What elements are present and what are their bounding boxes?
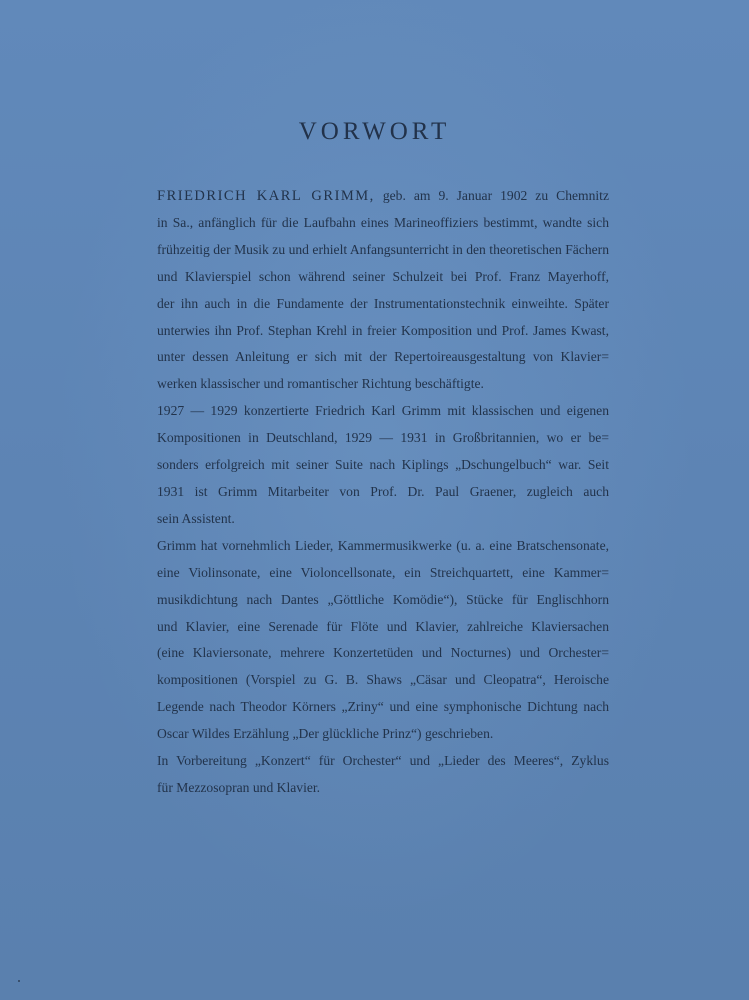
text-line: frühzeitig der Musik zu und erhielt Anfangsunterricht in den theoretischen Fächern (157, 241, 609, 257)
page-title: VORWORT (298, 118, 451, 145)
text-line: in Sa., anfänglich für die Laufbahn eines Marineoffiziers bestimmt, wandte sich (157, 214, 609, 230)
text-line: 1931 ist Grimm Mitarbeiter von Prof. Dr. Paul Graener, zugleich auch (157, 483, 609, 499)
text-line: 1927 — 1929 konzertierte Friedrich Karl Grimm mit klassischen und eigenen (157, 403, 609, 419)
text-line: unter dessen Anleitung er sich mit der Repertoireausgestaltung von Klavier= (157, 349, 609, 365)
text-line: Grimm hat vornehmlich Lieder, Kammermusikwerke (u. a. eine Bratschensonate, (157, 537, 609, 553)
paper-speck (18, 980, 20, 982)
text-line: musikdichtung nach Dantes „Göttliche Komödie“), Stücke für Englischhorn (157, 591, 609, 607)
text-line: kompositionen (Vorspiel zu G. B. Shaws „Cäsar und Cleopatra“, Heroische (157, 672, 609, 688)
text-line: unterwies ihn Prof. Stephan Krehl in freier Komposition und Prof. James Kwast, (157, 322, 609, 338)
text-line: und Klavier, eine Serenade für Flöte und Klavier, zahlreiche Klaviersachen (157, 618, 609, 634)
preface-body (157, 183, 609, 802)
paragraph-biography (157, 183, 609, 398)
paragraph-in-preparation (157, 748, 609, 802)
text-line: und Klavierspiel schon während seiner Schulzeit bei Prof. Franz Mayerhoff, (157, 268, 609, 284)
text-line: (eine Klaviersonate, mehrere Konzertetüden und Nocturnes) und Orchester= (157, 645, 609, 661)
text-line: werken klassischer und romantischer Richtung beschäftigte. (157, 376, 484, 392)
text-line: sein Assistent. (157, 510, 235, 526)
composer-name: FRIEDRICH KARL GRIMM, (157, 188, 375, 204)
text-line (157, 183, 609, 210)
text-line: für Mezzosopran und Klavier. (157, 779, 321, 795)
paragraph-works (157, 533, 609, 748)
text-line: In Vorbereitung „Konzert“ für Orchester“ und „Lieder des Meeres“, Zyklus (157, 753, 609, 769)
text-line: Kompositionen in Deutschland, 1929 — 1931 in Großbritannien, wo er be= (157, 430, 609, 446)
text-fragment: geb. am 9. Januar 1902 zu Chemnitz (382, 188, 609, 203)
text-line: Oscar Wildes Erzählung „Der glückliche Prinz“) geschrieben. (157, 726, 494, 742)
paragraph-concerts (157, 398, 609, 533)
text-line: sonders erfolgreich mit seiner Suite nach Kiplings „Dschungelbuch“ war. Seit (157, 457, 609, 473)
text-line: Legende nach Theodor Körners „Zriny“ und eine symphonische Dichtung nach (157, 699, 609, 715)
text-line: eine Violinsonate, eine Violoncellsonate, ein Streichquartett, eine Kammer= (157, 564, 609, 580)
text-line: der ihn auch in die Fundamente der Instrumentationstechnik einweihte. Später (157, 295, 609, 311)
